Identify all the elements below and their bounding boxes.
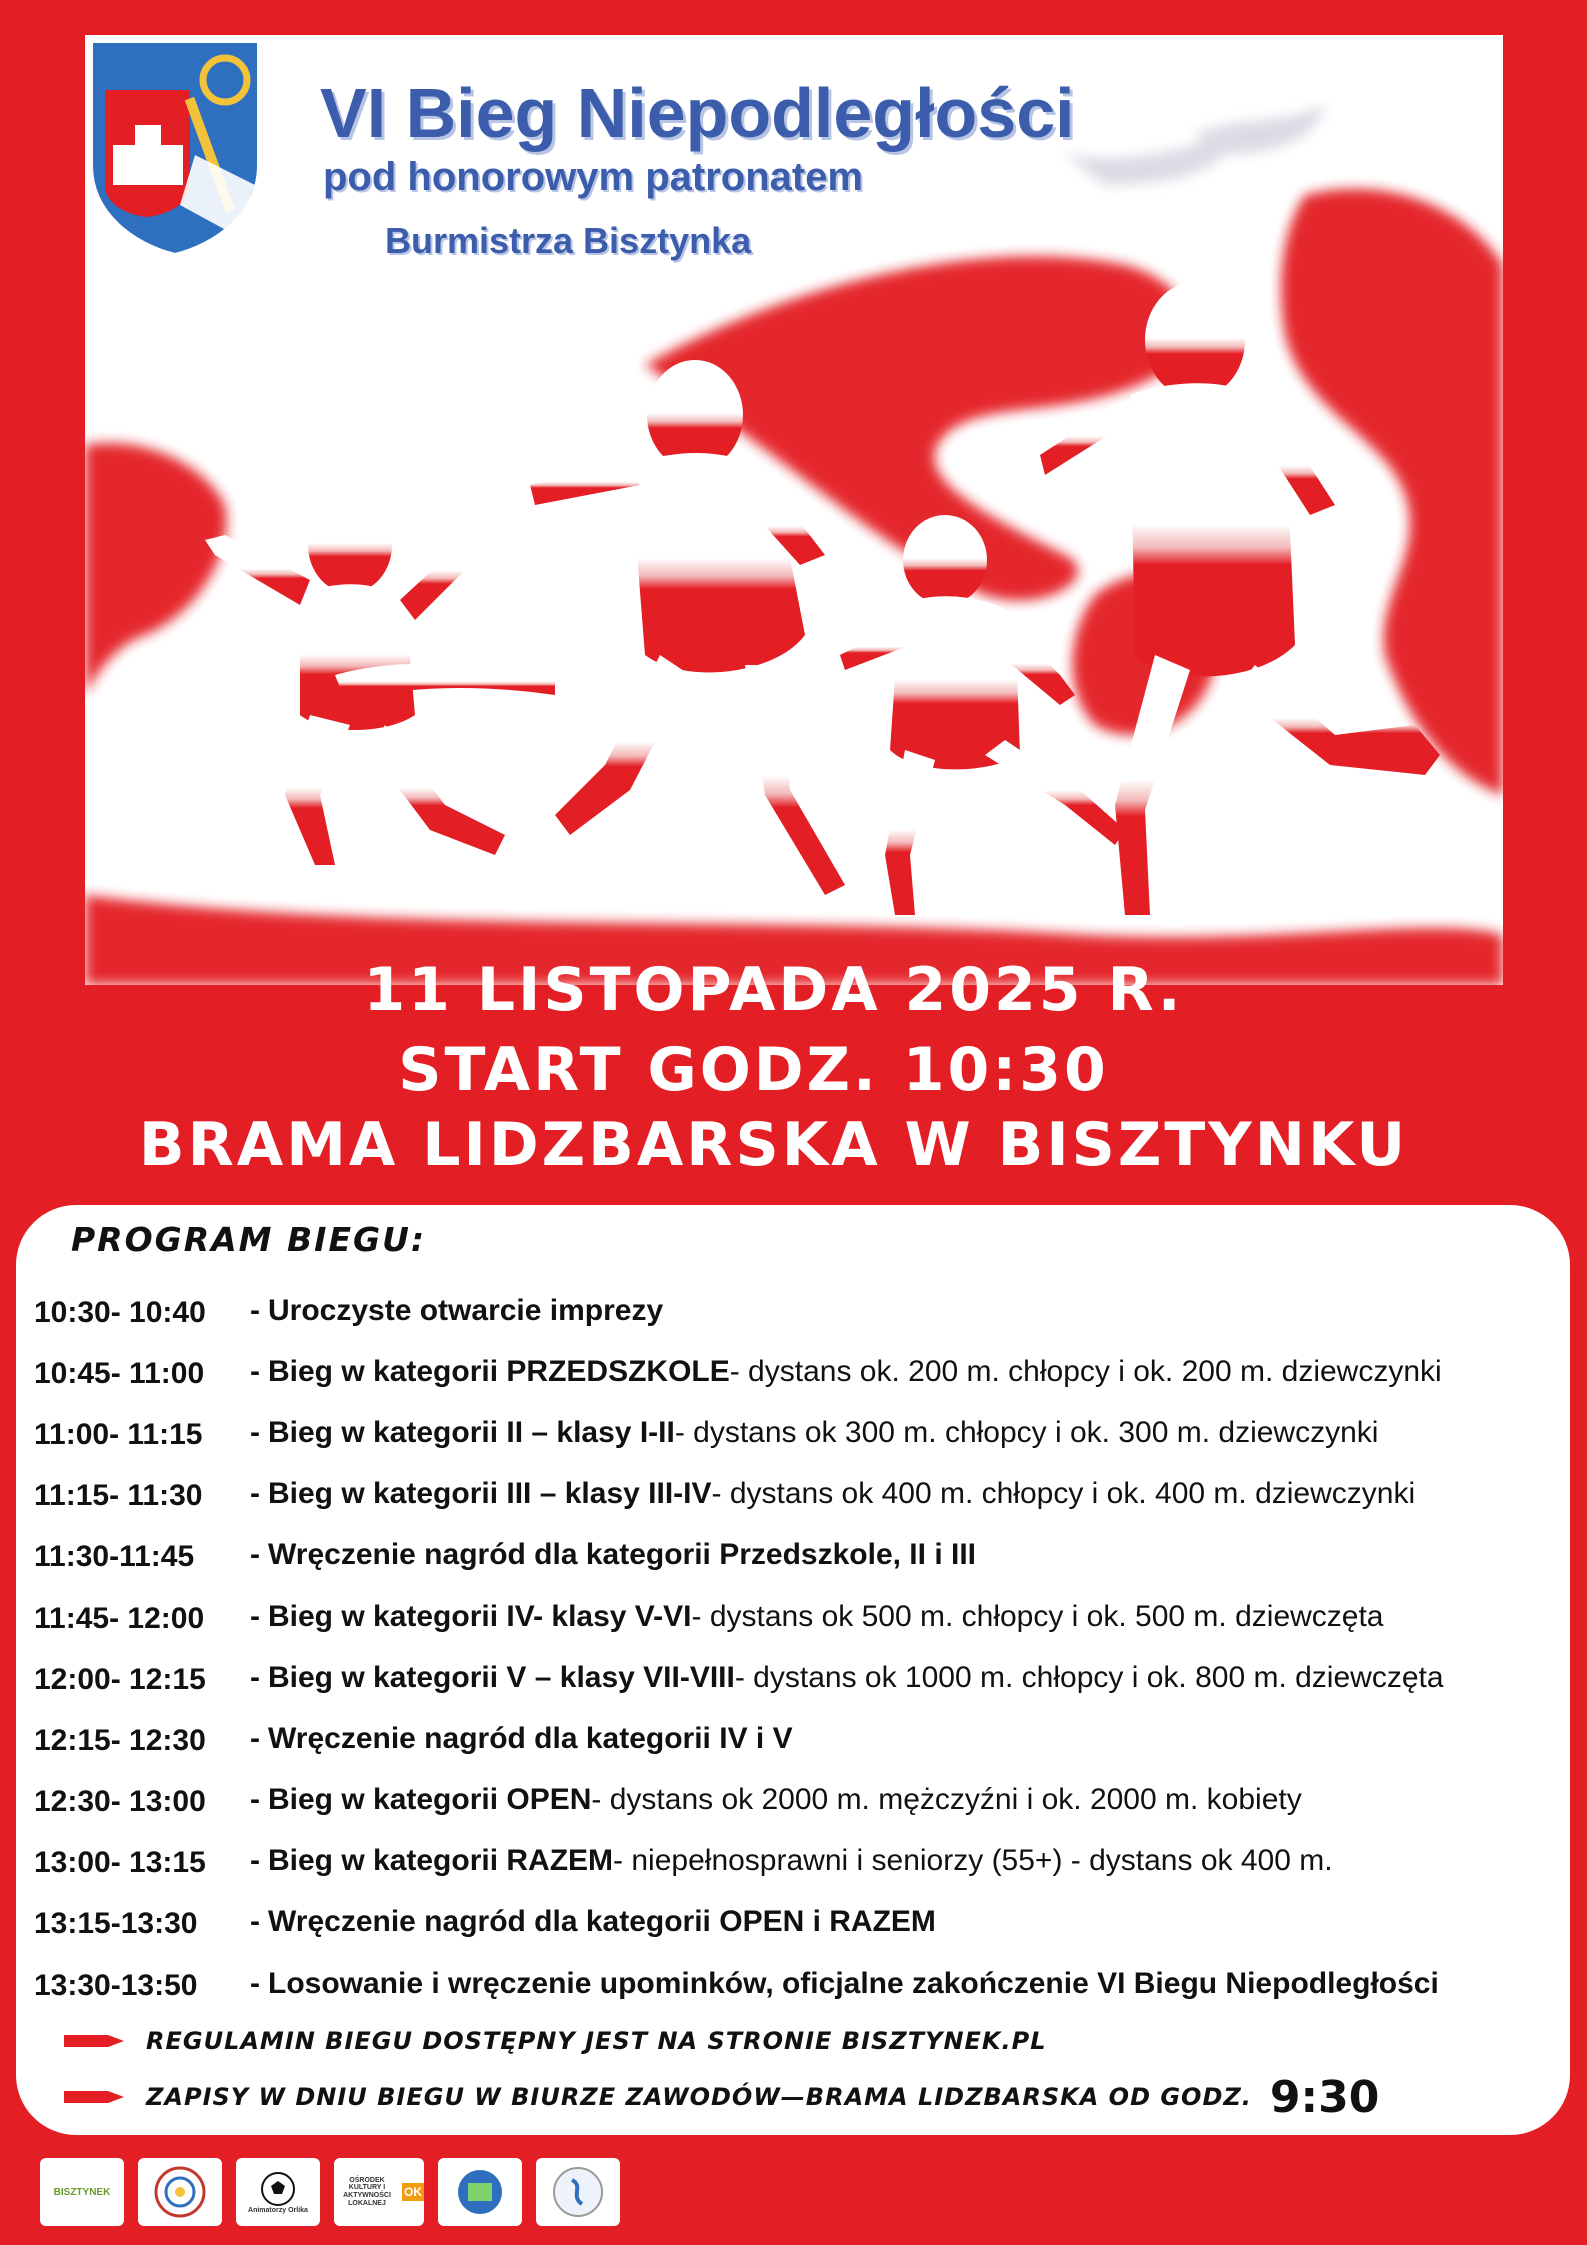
row-details: - dystans ok 500 m. chłopcy i ok. 500 m. dziewczęta bbox=[691, 1599, 1384, 1633]
row-time: 13:15-13:30 bbox=[34, 1907, 198, 1941]
row-time: 12:30- 13:00 bbox=[34, 1785, 206, 1819]
row-title: Bieg w kategorii V – klasy VII-VIII bbox=[268, 1660, 735, 1694]
hero-image bbox=[85, 35, 1503, 985]
library-logo-icon bbox=[438, 2158, 522, 2226]
row-title: Wręczenie nagród dla kategorii Przedszkole, II i III bbox=[268, 1538, 976, 1572]
row-time: 10:45- 11:00 bbox=[34, 1356, 205, 1390]
row-details: - dystans ok 300 m. chłopcy i ok. 300 m. dziewczynki bbox=[674, 1415, 1379, 1449]
event-date: 11 LISTOPADA 2025 R. bbox=[363, 955, 1184, 1025]
arrow-right-icon bbox=[64, 2029, 124, 2053]
row-details: - dystans ok. 200 m. chłopcy i ok. 200 m. dziewczynki bbox=[729, 1354, 1442, 1388]
okial-logo: OŚRODEK KULTURY I AKTYWNOŚCI LOKALNEJ OK bbox=[334, 2158, 424, 2226]
row-time: 13:00- 13:15 bbox=[34, 1846, 206, 1880]
schedule-row: 13:15-13:30 - Wręczenie nagród dla kategorii OPEN i RAZEM bbox=[34, 1905, 936, 1941]
event-title: VI Bieg Niepodległości bbox=[320, 74, 1075, 152]
program-panel bbox=[16, 1205, 1570, 2135]
school-logo-icon bbox=[536, 2158, 620, 2226]
row-details: - niepełnosprawni i seniorzy (55+) - dystans ok 400 m. bbox=[613, 1844, 1333, 1878]
schedule-row: 12:30- 13:00 - Bieg w kategorii OPEN - dystans ok 2000 m. mężczyźni i ok. 2000 m. kobiety bbox=[34, 1783, 1302, 1819]
rules-note bbox=[64, 2013, 1544, 2069]
schedule-row: 13:30-13:50 - Losowanie i wręczenie upominków, oficjalne zakończenie VI Biegu Niepodległości bbox=[34, 1966, 1439, 2002]
row-title: Losowanie i wręczenie upominków, oficjalne zakończenie VI Biegu Niepodległości bbox=[268, 1966, 1439, 2000]
row-title: Wręczenie nagród dla kategorii IV i V bbox=[268, 1721, 793, 1755]
start-time: START GODZ. 10:30 bbox=[398, 1035, 1109, 1105]
schedule-row: 11:00- 11:15 - Bieg w kategorii II – klasy I-II - dystans ok 300 m. chłopcy i ok. 300 m. dziewczynki bbox=[34, 1415, 1379, 1451]
program-heading: PROGRAM BIEGU: bbox=[71, 1220, 427, 1259]
row-time: 11:00- 11:15 bbox=[34, 1417, 203, 1451]
row-time: 13:30-13:50 bbox=[34, 1968, 198, 2002]
event-location: BRAMA LIDZBARSKA W BISZTYNKU bbox=[138, 1110, 1409, 1180]
row-title: Bieg w kategorii RAZEM bbox=[268, 1844, 614, 1878]
row-title: Wręczenie nagród dla kategorii OPEN i RAZEM bbox=[268, 1905, 936, 1939]
row-time: 12:15- 12:30 bbox=[34, 1723, 206, 1757]
bisztynek-coat-of-arms-icon bbox=[85, 35, 265, 260]
row-time: 11:30-11:45 bbox=[34, 1540, 195, 1574]
schedule-row: 12:15- 12:30 - Wręczenie nagród dla kategorii IV i V bbox=[34, 1721, 793, 1757]
row-title: Bieg w kategorii OPEN bbox=[268, 1783, 592, 1817]
row-details: - dystans ok 2000 m. mężczyźni i ok. 2000 m. kobiety bbox=[591, 1783, 1302, 1817]
animatorzy-orlika-logo: Animatorzy Orlika bbox=[236, 2158, 320, 2226]
patron-name: Burmistrza Bisztynka bbox=[385, 220, 752, 261]
row-title: Bieg w kategorii III – klasy III-IV bbox=[268, 1477, 712, 1511]
row-time: 11:45- 12:00 bbox=[34, 1601, 205, 1635]
row-time: 11:15- 11:30 bbox=[34, 1479, 203, 1513]
row-details: - dystans ok 400 m. chłopcy i ok. 400 m. dziewczynki bbox=[711, 1477, 1416, 1511]
schedule-row: 11:15- 11:30 - Bieg w kategorii III – klasy III-IV - dystans ok 400 m. chłopcy i ok. 400 m. dziewczynki bbox=[34, 1477, 1416, 1513]
rules-text: REGULAMIN BIEGU DOSTĘPNY JEST NA STRONIE BISZTYNEK.PL bbox=[146, 2027, 1047, 2055]
program-schedule bbox=[34, 1280, 1564, 2014]
mandala-logo-icon bbox=[138, 2158, 222, 2226]
row-title: Bieg w kategorii PRZEDSZKOLE bbox=[268, 1354, 730, 1388]
bisztynek-logo: BISZTYNEK bbox=[40, 2158, 124, 2226]
registration-text: ZAPISY W DNIU BIEGU W BIURZE ZAWODÓW—BRAMA LIDZBARSKA OD GODZ. bbox=[146, 2083, 1252, 2111]
sponsor-logos bbox=[40, 2158, 620, 2226]
row-time: 10:30- 10:40 bbox=[34, 1295, 206, 1329]
schedule-row: 10:30- 10:40 - Uroczyste otwarcie imprezy bbox=[34, 1293, 664, 1329]
schedule-row: 11:45- 12:00 - Bieg w kategorii IV- klasy V-VI - dystans ok 500 m. chłopcy i ok. 500 m. dziewczęta bbox=[34, 1599, 1384, 1635]
arrow-right-icon bbox=[64, 2085, 124, 2109]
notes-section bbox=[64, 2013, 1544, 2125]
registration-note bbox=[64, 2069, 1544, 2125]
patronage-line: pod honorowym patronatem bbox=[323, 155, 863, 199]
row-details: - dystans ok 1000 m. chłopcy i ok. 800 m. dziewczęta bbox=[734, 1660, 1444, 1694]
schedule-row: 13:00- 13:15 - Bieg w kategorii RAZEM - niepełnosprawni i seniorzy (55+) - dystans ok 400 m. bbox=[34, 1844, 1333, 1880]
row-title: Bieg w kategorii IV- klasy V-VI bbox=[268, 1599, 692, 1633]
schedule-row: 12:00- 12:15 - Bieg w kategorii V – klasy VII-VIII - dystans ok 1000 m. chłopcy i ok. 800 m. dziewczęta bbox=[34, 1660, 1444, 1696]
row-title: Bieg w kategorii II – klasy I-II bbox=[268, 1415, 675, 1449]
schedule-row: 11:30-11:45 - Wręczenie nagród dla kategorii Przedszkole, II i III bbox=[34, 1538, 976, 1574]
row-time: 12:00- 12:15 bbox=[34, 1662, 206, 1696]
row-title: Uroczyste otwarcie imprezy bbox=[268, 1293, 664, 1327]
registration-time: 9:30 bbox=[1269, 2071, 1380, 2123]
schedule-row: 10:45- 11:00 - Bieg w kategorii PRZEDSZKOLE - dystans ok. 200 m. chłopcy i ok. 200 m. dziewczynki bbox=[34, 1354, 1442, 1390]
